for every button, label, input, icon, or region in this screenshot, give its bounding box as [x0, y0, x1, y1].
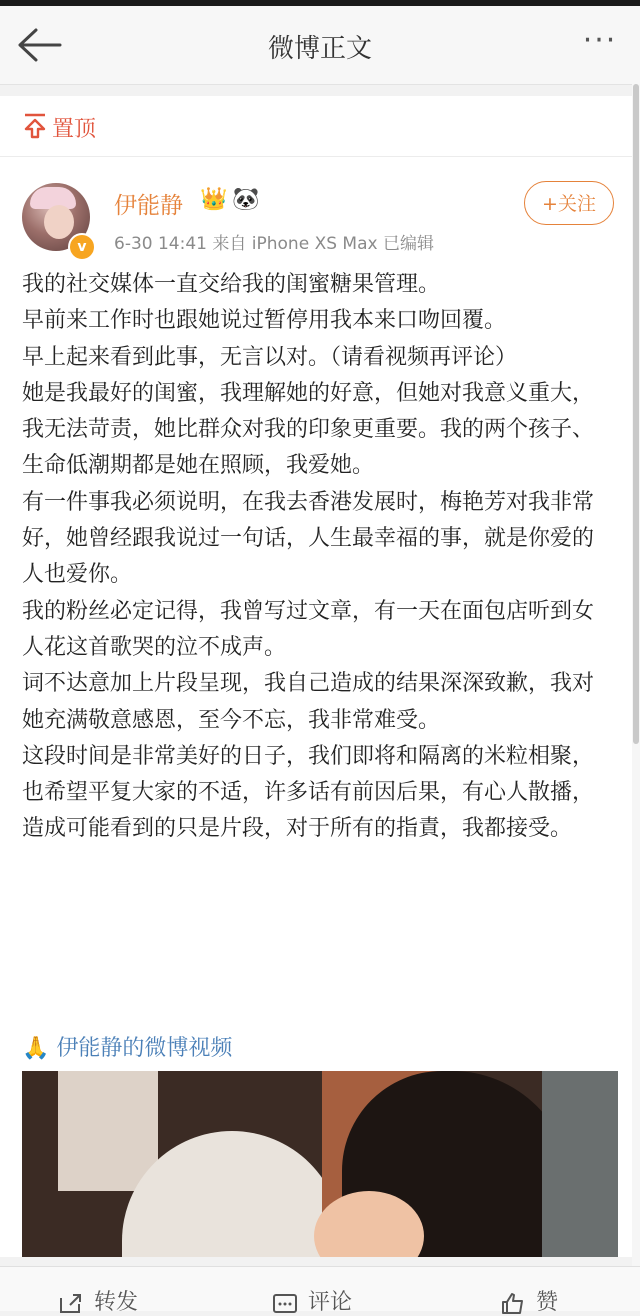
post-card [0, 157, 632, 1257]
more-options-button[interactable]: ··· [582, 23, 618, 58]
video-scene-window [58, 1071, 158, 1191]
like-label: 赞 [536, 1290, 559, 1315]
repost-icon [58, 1292, 84, 1314]
action-bar [0, 1266, 640, 1315]
navigation-bar [0, 6, 640, 85]
author-name[interactable]: 伊能静 [114, 193, 183, 219]
video-thumbnail[interactable] [22, 1071, 618, 1257]
thumbs-up-icon [500, 1292, 526, 1314]
pin-top-icon [22, 112, 48, 140]
like-button[interactable] [500, 1285, 558, 1316]
post-paragraph: 有一件事我必须说明，在我去香港发展时，梅艳芳对我非常好，她曾经跟我说过一句话，人生最幸福的事，就是你爱的人也爱你。 [22, 489, 595, 588]
repost-button[interactable] [58, 1285, 138, 1316]
comment-button[interactable] [272, 1285, 352, 1316]
comment-label: 评论 [308, 1290, 353, 1315]
video-link[interactable]: 🙏 伊能静的微博视频 [22, 1036, 233, 1061]
page-title: 微博正文 [267, 34, 372, 64]
repost-label: 转发 [94, 1290, 139, 1315]
post-meta: 6-30 14:41 来自 iPhone XS Max 已编辑 [114, 234, 434, 254]
post-paragraph: 我的社交媒体一直交给我的闺蜜糖果管理。 [22, 272, 441, 297]
panda-icon: 🐼 [232, 187, 260, 212]
post-paragraph: 早上起来看到此事，无言以对。（请看视频再评论） [22, 344, 518, 370]
scroll-thumb[interactable] [633, 84, 639, 744]
comment-icon [272, 1292, 298, 1314]
verified-badge-icon: v [68, 233, 96, 261]
post-paragraph: 她是我最好的闺蜜，我理解她的好意，但她对我意义重大，我无法苛责，她比群众对我的印象更重要。我的两个孩子、生命低潮期都是她在照顾，我爱她。 [22, 380, 595, 479]
post-content [22, 267, 614, 848]
post-paragraph: 词不达意加上片段呈现，我自己造成的结果深深致歉，我对她充满敬意感恩，至今不忘，我非常难受。 [22, 671, 595, 733]
post-paragraph: 早前来工作时也跟她说过暂停用我本来口吻回覆。 [22, 308, 507, 334]
post-paragraph: 我的粉丝必定记得，我曾写过文章，有一天在面包店听到女人花这首歌哭的泣不成声。 [22, 598, 595, 660]
follow-button[interactable]: +关注 [524, 181, 614, 225]
video-scene-right [542, 1071, 618, 1257]
pin-label: 置顶 [52, 117, 97, 142]
avatar-face [44, 205, 74, 239]
crown-icon: 👑 [200, 187, 228, 212]
pinned-indicator [0, 96, 632, 157]
post-paragraph: 这段时间是非常美好的日子，我们即将和隔离的米粒相聚，也希望平复大家的不适，许多话有前因后果，有心人散播，造成可能看到的只是片段，对于所有的指責，我都接受。 [22, 743, 595, 842]
scrollbar[interactable] [632, 84, 640, 1310]
